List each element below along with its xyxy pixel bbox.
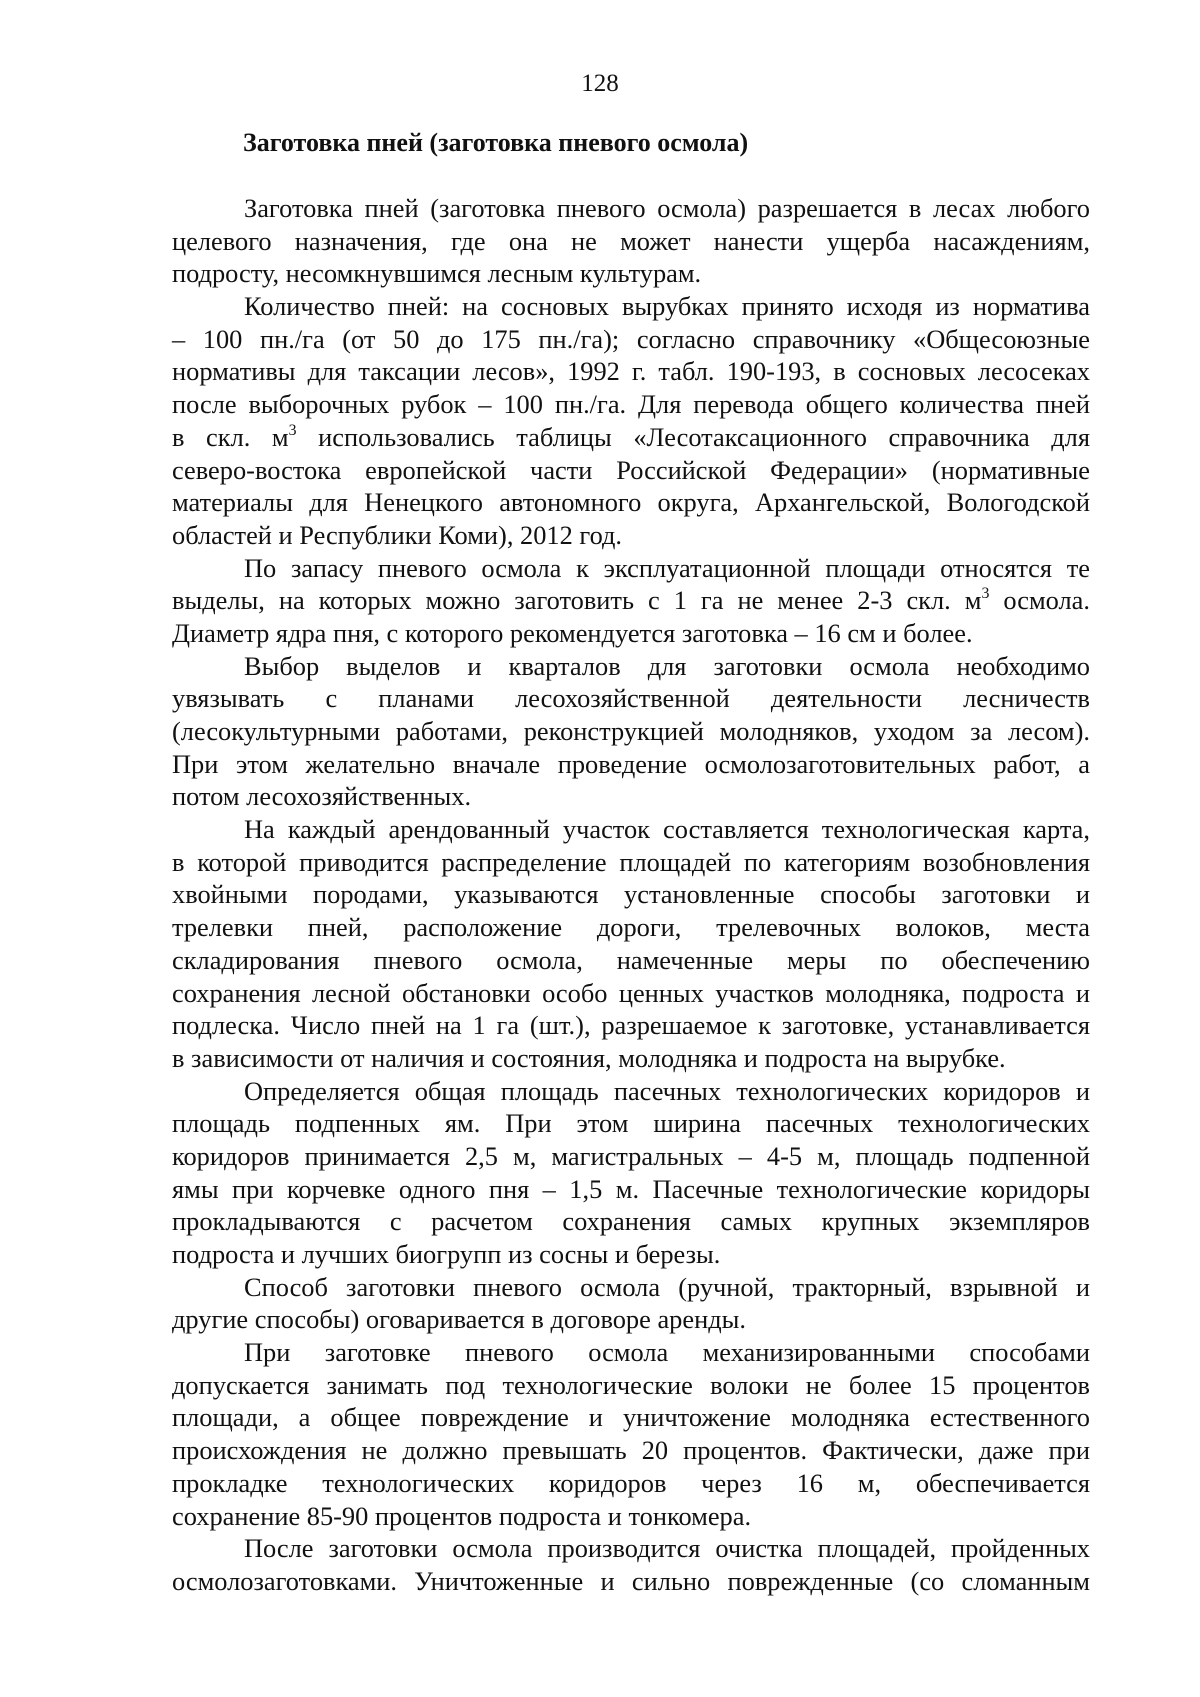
- text-line: Количество пней: на сосновых вырубках принято исходя из норматива: [244, 291, 1090, 322]
- text-line: хвойными породами, указываются установленные способы заготовки и: [172, 879, 1090, 910]
- paragraph-3: [172, 552, 1090, 650]
- text-line: сохранение 85-90 процентов подроста и тонкомера.: [172, 1500, 752, 1531]
- text-line: [172, 421, 1090, 454]
- text-fragment: использовались таблицы «Лесотаксационного справочника для: [296, 421, 1090, 452]
- text-line: после выборочных рубок – 100 пн./га. Для перевода общего количества пней: [172, 389, 1090, 420]
- text-line: областей и Республики Коми), 2012 год.: [172, 519, 623, 550]
- text-line: в зависимости от наличия и состояния, молодняка и подроста на вырубке.: [172, 1042, 1006, 1073]
- paragraph-6: [172, 1075, 1090, 1271]
- text-fragment: выделы, на которых можно заготовить с 1 га не менее 2-3 скл. м: [172, 585, 982, 616]
- text-line: другие способы) оговаривается в договоре аренды.: [172, 1304, 746, 1335]
- text-line: нормативы для таксации лесов», 1992 г. табл. 190-193, в сосновых лесосеках: [172, 356, 1090, 387]
- text-line: коридоров принимается 2,5 м, магистральных – 4-5 м, площадь подпенной: [172, 1140, 1090, 1171]
- text-line: Выбор выделов и кварталов для заготовки осмола необходимо: [244, 650, 1090, 681]
- text-line: площадь подпенных ям. При этом ширина пасечных технологических: [172, 1108, 1090, 1139]
- paragraph-9: [172, 1532, 1090, 1597]
- text-line: Способ заготовки пневого осмола (ручной, тракторный, взрывной и: [244, 1271, 1090, 1302]
- paragraph-7: [172, 1271, 1090, 1336]
- text-line: (лесокультурными работами, реконструкцией молодняков, уходом за лесом).: [172, 716, 1090, 746]
- text-line: прокладке технологических коридоров через 16 м, обеспечивается: [172, 1467, 1090, 1498]
- text-line: допускается занимать под технологические волоки не более 15 процентов: [172, 1369, 1090, 1400]
- page-number: 128: [581, 70, 619, 97]
- text-line: осмолозаготовками. Уничтоженные и сильно поврежденные (со сломанным: [172, 1565, 1090, 1596]
- text-line: подроста и лучших биогрупп из сосны и березы.: [172, 1239, 721, 1269]
- paragraph-5: [172, 813, 1090, 1075]
- text-line: трелевки пней, расположение дороги, трелевочных волоков, места: [172, 912, 1090, 943]
- text-line: потом лесохозяйственных.: [172, 781, 472, 812]
- text-line: При этом желательно вначале проведение осмолозаготовительных работ, а: [172, 748, 1090, 779]
- superscript: 3: [981, 585, 990, 603]
- text-line: На каждый арендованный участок составляется технологическая карта,: [244, 814, 1090, 845]
- text-line: площади, а общее повреждение и уничтожение молодняка естественного: [172, 1402, 1090, 1433]
- text-line: северо-востока европейской части Российской Федерации» (нормативные: [172, 454, 1090, 485]
- text-fragment: осмола.: [989, 585, 1090, 616]
- text-line: прокладываются с расчетом сохранения самых крупных экземпляров: [172, 1206, 1090, 1237]
- paragraph-2: [172, 290, 1090, 552]
- text-line: Диаметр ядра пня, с которого рекомендуется заготовка – 16 см и более.: [172, 617, 973, 648]
- text-line: увязывать с планами лесохозяйственной деятельности лесничеств: [172, 683, 1090, 714]
- text-line: ямы при корчевке одного пня – 1,5 м. Пасечные технологические коридоры: [172, 1173, 1090, 1204]
- text-line: подросту, несомкнувшимся лесным культурам.: [172, 258, 702, 289]
- paragraph-1: [172, 192, 1090, 290]
- text-line: происхождения не должно превышать 20 процентов. Фактически, даже при: [172, 1435, 1090, 1466]
- paragraph-4: [172, 650, 1090, 813]
- text-line: подлеска. Число пней на 1 га (шт.), разрешаемое к заготовке, устанавливается: [172, 1010, 1090, 1041]
- text-line: При заготовке пневого осмола механизированными способами: [244, 1337, 1090, 1368]
- text-line: По запасу пневого осмола к эксплуатационной площади относятся те: [244, 552, 1090, 583]
- body-text: [172, 192, 1090, 1598]
- text-line: целевого назначения, где она не может нанести ущерба насаждениям,: [172, 225, 1090, 256]
- text-line: сохранения лесной обстановки особо ценных участков молодняка, подроста и: [172, 977, 1090, 1008]
- text-line: материалы для Ненецкого автономного округа, Архангельской, Вологодской: [172, 487, 1090, 518]
- text-line: в которой приводится распределение площадей по категориям возобновления: [172, 846, 1090, 877]
- superscript: 3: [288, 421, 297, 439]
- text-line: Определяется общая площадь пасечных технологических коридоров и: [244, 1075, 1090, 1106]
- text-fragment: в скл. м: [172, 421, 289, 452]
- text-line: [172, 584, 1090, 617]
- paragraph-8: [172, 1336, 1090, 1532]
- text-line: складирования пневого осмола, намеченные меры по обеспечению: [172, 944, 1090, 975]
- text-line: После заготовки осмола производится очистка площадей, пройденных: [244, 1533, 1090, 1564]
- text-line: Заготовка пней (заготовка пневого осмола) разрешается в лесах любого: [244, 193, 1090, 223]
- section-heading: Заготовка пней (заготовка пневого осмола): [243, 128, 749, 157]
- text-line: – 100 пн./га (от 50 до 175 пн./га); согласно справочнику «Общесоюзные: [172, 323, 1090, 354]
